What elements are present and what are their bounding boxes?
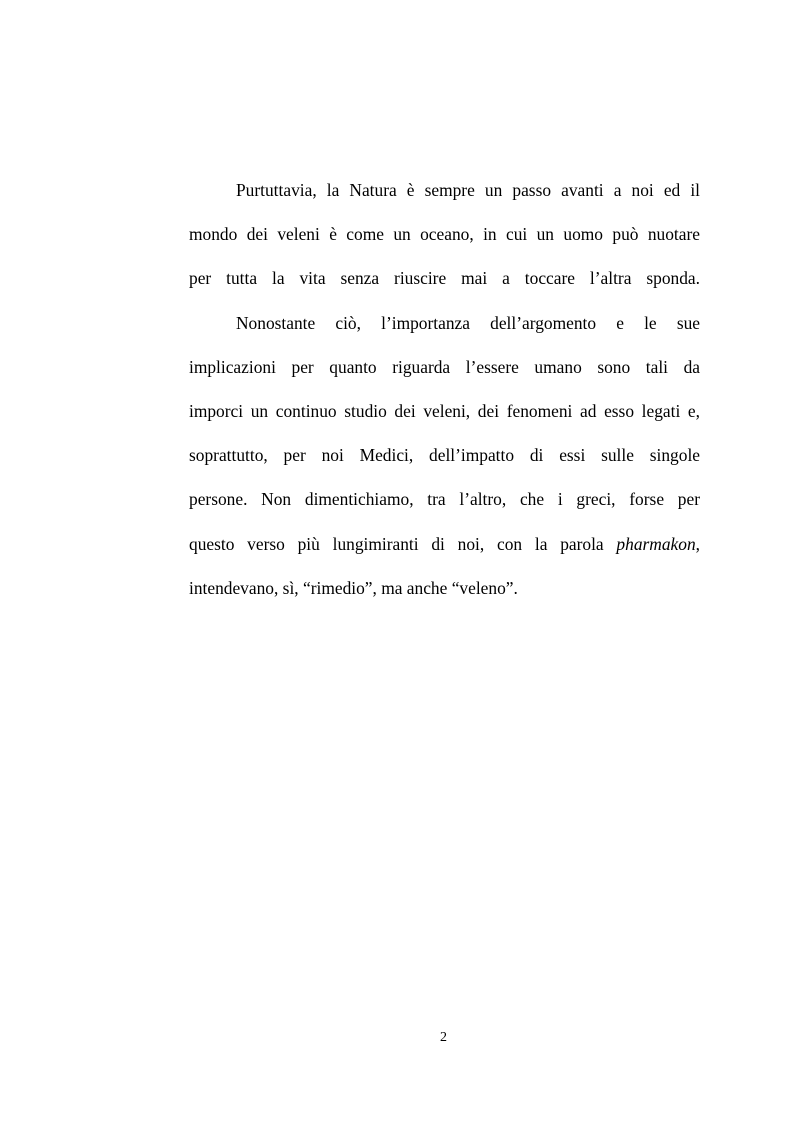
paragraph-2-line-3: imporci un continuo studio dei veleni, dei fenomeni ad esso legati e,: [189, 400, 700, 421]
paragraph-2-line-6: [189, 522, 700, 566]
italic-term-pharmakon: pharmakon: [616, 533, 696, 554]
paragraph-1-line-1: Purtuttavia, la Natura è sempre un passo avanti a noi ed il: [236, 180, 700, 200]
paragraph-1-line-2: mondo dei veleni è come un oceano, in cui un uomo può nuotare: [189, 224, 700, 245]
paragraph-2-line-2: implicazioni per quanto riguarda l’essere umano sono tali da: [189, 356, 700, 377]
paragraph-2-line-1: Nonostante ciò, l’importanza dell’argomento e le sue: [236, 312, 700, 333]
paragraph-2-line-6-punctuation: ,: [695, 533, 700, 554]
paragraph-2-line-5: persone. Non dimentichiamo, tra l’altro, che i greci, forse per: [189, 489, 700, 510]
paragraph-2-line-7: intendevano, sì, “rimedio”, ma anche “veleno”.: [189, 577, 518, 598]
page-number: 2: [440, 1030, 447, 1045]
paragraph-1-line-3: per tutta la vita senza riuscire mai a toccare l’altra sponda.: [189, 268, 700, 289]
paragraph-2-line-4: soprattutto, per noi Medici, dell’impatto di essi sulle singole: [189, 445, 700, 466]
paragraph-2-line-6-text: questo verso più lungimiranti di noi, con la parola: [189, 533, 617, 554]
body-text: [189, 168, 700, 610]
